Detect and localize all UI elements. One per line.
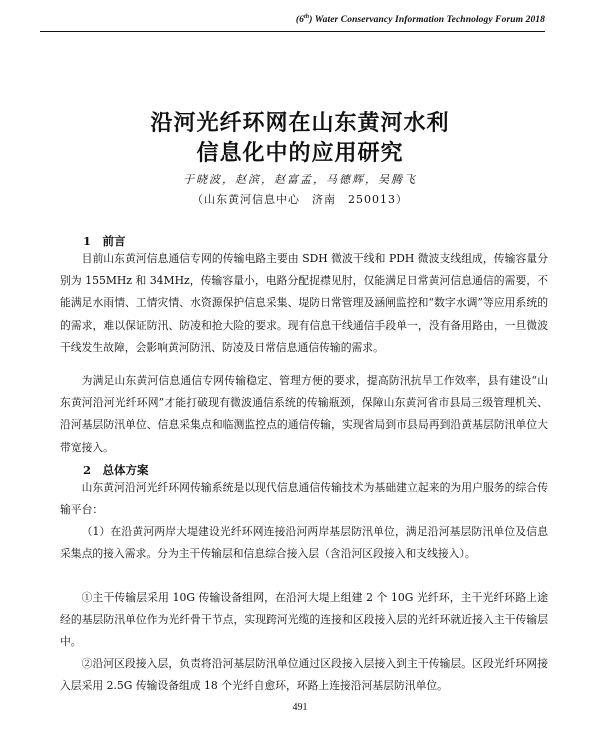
paragraph: ②沿河区段接入层，负责将沿河基层防汛单位通过区段接入层接入到主干传输层。区段光纤环网接入层采用 2.5G 传输设备组成 18 个光纤自愈环，环路上连接沿河基层防汛单位。 — [60, 657, 548, 693]
paragraph: 为满足山东黄河信息通信专网传输稳定、管理方便的要求，提高防汛抗旱工作效率，县有建设“山东黄河沿河光纤环网”才能打破现有微波通信系统的传输瓶颈，保障山东黄河省市县局三级管理机关、沿河基层防汛单位、信息采集点和临测监控点的通信传输，实现省局到市县局再到沿黄基层防汛单位大带宽接入。 — [60, 374, 548, 454]
paper-title-line-2: 信息化中的应用研究 — [196, 140, 404, 166]
paragraph: 山东黄河沿河光纤环网传输系统是以现代信息通信传输技术为基础建立起来的为用户服务的综合传输平台： — [60, 481, 548, 517]
running-header: (6th) Water Conservancy Information Technology Forum 2018 — [295, 14, 545, 26]
paragraph: ①主干传输层采用 10G 传输设备组网，在沿河大堤上组建 2 个 10G 光纤环，主干光纤环路上途经的基层防汛单位作为光纤骨干节点，实现跨河光缆的连接和区段接入层的光纤环就近接入主干传输层中。 — [60, 591, 548, 649]
section-heading-overall-plan: 2 总体方案 — [83, 463, 149, 477]
page-number: 491 — [292, 702, 308, 713]
section-heading-introduction: 1 前言 — [83, 234, 126, 248]
paragraph: 目前山东黄河信息通信专网的传输电路主要由 SDH 微波干线和 PDH 微波支线组成，传输容量分别为 155MHz 和 34MHz，传输容量小，电路分配捉襟见肘，仅能满足日常黄河信息通信的需要，不能满足水雨情、工情灾情、水资源保护信息采集、堤防日常管理及涵闸监控和“数字水调”等应用系统的的需求，难以保证防汛、防凌和抢大险的要求。现有信息干线通信手段单一，没有备用路由，一旦微波干线发生故障，会影响黄河防汛、防凌及日常信息通信传输的需求。 — [60, 252, 548, 354]
header-rule — [40, 31, 545, 32]
author-list: 于晓波，赵滨，赵富孟，马德辉，吴腾飞 — [183, 173, 417, 186]
affiliation: （山东黄河信息中心 济南 250013） — [192, 193, 408, 206]
paper-title-line-1: 沿河光纤环网在山东黄河水利 — [150, 110, 450, 136]
paragraph: （1）在沿黄河两岸大堤建设光纤环网连接沿河两岸基层防汛单位，满足沿河基层防汛单位及信息采集点的接入需求。分为主干传输层和信息综合接入层（含沿河区段接入和支线接入）。 — [60, 525, 548, 561]
